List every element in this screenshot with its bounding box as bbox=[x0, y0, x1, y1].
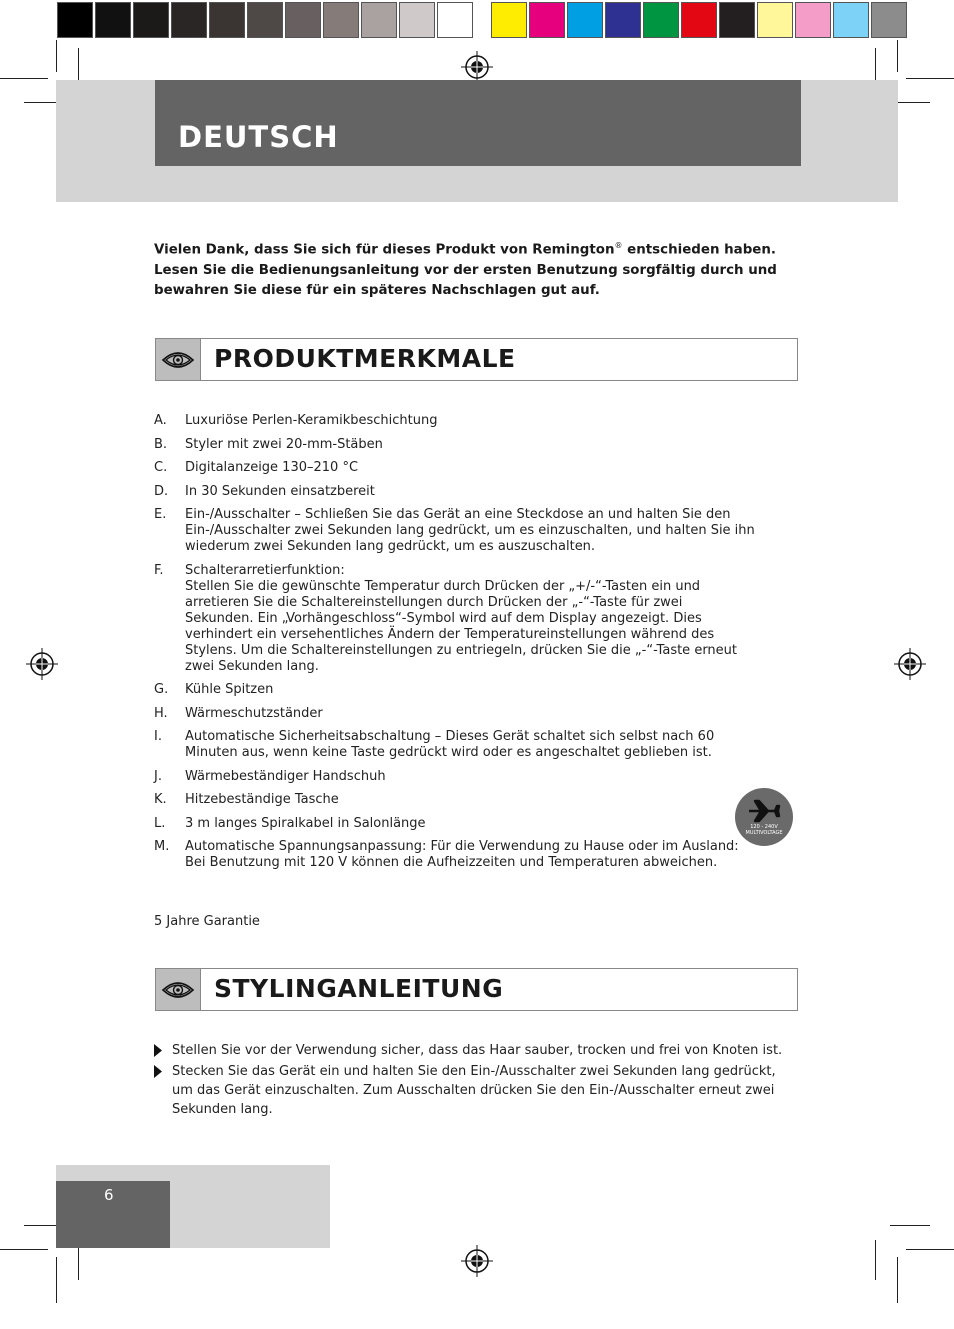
voltage-badge bbox=[735, 788, 793, 846]
feature-item bbox=[154, 839, 784, 871]
feature-letter: H. bbox=[154, 705, 168, 721]
intro-rest: Lesen Sie die Bedienungsanleitung vor der ersten Benutzung sorgfältig durch und bewahren Sie diese für ein späteres Nachschlagen gut auf. bbox=[154, 262, 777, 299]
language-title: DEUTSCH bbox=[178, 120, 339, 154]
gray-swatch bbox=[323, 2, 359, 38]
eye-icon bbox=[156, 969, 201, 1010]
feature-letter: F. bbox=[154, 562, 164, 578]
gray-swatch bbox=[285, 2, 321, 38]
styling-step bbox=[154, 1062, 784, 1119]
section-header-features bbox=[155, 338, 798, 381]
section-title-styling: STYLINGANLEITUNG bbox=[214, 974, 504, 1003]
feature-letter: C. bbox=[154, 460, 168, 475]
feature-text: Wärmeschutzständer bbox=[185, 705, 323, 721]
feature-letter: M. bbox=[154, 839, 170, 854]
process-color-swatch bbox=[757, 2, 793, 38]
triangle-bullet-icon bbox=[154, 1041, 172, 1060]
process-color-swatch bbox=[643, 2, 679, 38]
intro-line1: Vielen Dank, dass Sie sich für dieses Produkt von Remington bbox=[154, 242, 615, 258]
feature-item bbox=[154, 792, 784, 808]
process-color-swatch bbox=[529, 2, 565, 38]
styling-step-text: Stellen Sie vor der Verwendung sicher, dass das Haar sauber, trocken und frei von Knoten ist. bbox=[172, 1043, 783, 1058]
voltage-badge-label: MULTIVOLTAGE bbox=[745, 830, 783, 836]
gray-swatch bbox=[399, 2, 435, 38]
feature-text: Hitzebeständige Tasche bbox=[185, 792, 339, 807]
feature-letter: B. bbox=[154, 436, 168, 452]
color-calibration-bar bbox=[56, 0, 908, 40]
feature-text: Styler mit zwei 20-mm-Stäben bbox=[185, 436, 383, 452]
feature-text: Digitalanzeige 130–210 °C bbox=[185, 460, 359, 475]
section-title-features: PRODUKTMERKMALE bbox=[214, 344, 516, 373]
process-color-swatch bbox=[567, 2, 603, 38]
process-color-swatch bbox=[719, 2, 755, 38]
feature-item bbox=[154, 706, 784, 722]
feature-item bbox=[154, 816, 784, 832]
feature-item bbox=[154, 563, 784, 675]
feature-item bbox=[154, 437, 784, 453]
gray-swatch-group bbox=[56, 0, 474, 40]
feature-letter: E. bbox=[154, 507, 167, 522]
process-color-swatch bbox=[491, 2, 527, 38]
gray-swatch bbox=[209, 2, 245, 38]
feature-letter: A. bbox=[154, 413, 167, 428]
process-color-swatch bbox=[833, 2, 869, 38]
feature-text: Luxuriöse Perlen-Keramikbeschichtung bbox=[185, 413, 438, 428]
intro-paragraph bbox=[154, 236, 794, 302]
gray-swatch bbox=[95, 2, 131, 38]
registration-mark-icon bbox=[26, 648, 58, 680]
feature-letter: L. bbox=[154, 815, 166, 831]
section-header-styling bbox=[155, 968, 798, 1011]
feature-text: Automatische Spannungsanpassung: Für die Verwendung zu Hause oder im Ausland: Bei Benutzung mit 120 V können die Aufheizzeiten und Temperaturen abweichen. bbox=[185, 839, 739, 870]
gray-swatch bbox=[133, 2, 169, 38]
styling-step bbox=[154, 1041, 784, 1060]
page-number: 6 bbox=[104, 1186, 114, 1204]
styling-steps bbox=[154, 1041, 784, 1121]
feature-letter: J. bbox=[154, 768, 162, 784]
registration-mark-icon bbox=[461, 51, 493, 83]
feature-item bbox=[154, 729, 784, 761]
gray-swatch bbox=[247, 2, 283, 38]
process-color-swatch bbox=[795, 2, 831, 38]
triangle-bullet-icon bbox=[154, 1062, 172, 1119]
airplane-icon bbox=[747, 798, 781, 824]
feature-item bbox=[154, 484, 784, 500]
gray-swatch bbox=[57, 2, 93, 38]
gray-swatch bbox=[171, 2, 207, 38]
feature-item bbox=[154, 460, 784, 476]
feature-letter: G. bbox=[154, 682, 169, 697]
feature-text: Wärmebeständiger Handschuh bbox=[185, 768, 386, 784]
feature-text: 3 m langes Spiralkabel in Salonlänge bbox=[185, 815, 426, 831]
process-color-swatch bbox=[681, 2, 717, 38]
feature-text: In 30 Sekunden einsatzbereit bbox=[185, 483, 375, 499]
warranty-note: 5 Jahre Garantie bbox=[154, 914, 260, 929]
intro-line1-end: entschieden haben. bbox=[622, 242, 776, 258]
feature-item bbox=[154, 413, 784, 429]
process-swatch-group bbox=[490, 0, 908, 40]
feature-text: Schalterarretierfunktion: Stellen Sie die gewünschte Temperatur durch Drücken der „+/-“-Tasten ein und arretieren Sie die Schaltereinstellungen durch Drücken der „-“-Taste für zwei Sekunden. Ein „Vorhängeschloss“-Symbol wird auf dem Display angezeigt. Dies verhindert ein versehentliches Ändern der Temperatureinstellungen während des Stylens. Um die Schaltereinstellungen zu entriegeln, drücken Sie die „-“-Taste erneut zwei Sekunden lang. bbox=[185, 562, 738, 674]
feature-text: Automatische Sicherheitsabschaltung – Dieses Gerät schaltet sich selbst nach 60 Minuten aus, wenn keine Taste gedrückt wird oder es angeschaltet geblieben ist. bbox=[185, 729, 715, 760]
gray-swatch bbox=[361, 2, 397, 38]
feature-letter: D. bbox=[154, 483, 169, 499]
feature-text: Ein-/Ausschalter – Schließen Sie das Gerät an eine Steckdose an und halten Sie den Ein-/Ausschalter zwei Sekunden lang gedrückt, um es einzuschalten, und halten Sie ihn wiederum zwei Sekunden lang gedrückt, um es auszuschalten. bbox=[185, 507, 755, 554]
registered-mark: ® bbox=[614, 241, 623, 250]
feature-item bbox=[154, 507, 784, 555]
feature-item bbox=[154, 769, 784, 785]
feature-item bbox=[154, 682, 784, 698]
registration-mark-icon bbox=[894, 648, 926, 680]
feature-list bbox=[154, 413, 784, 879]
process-color-swatch bbox=[871, 2, 907, 38]
feature-text: Kühle Spitzen bbox=[185, 682, 274, 697]
process-color-swatch bbox=[605, 2, 641, 38]
styling-step-text: Stecken Sie das Gerät ein und halten Sie den Ein-/Ausschalter zwei Sekunden lang gedrückt, um das Gerät einzuschalten. Zum Ausschalten drücken Sie den Ein-/Ausschalter erneut zwei Sekunden lang. bbox=[172, 1064, 776, 1117]
registration-mark-icon bbox=[461, 1245, 493, 1277]
eye-icon bbox=[156, 339, 201, 380]
feature-letter: K. bbox=[154, 792, 167, 807]
voltage-badge-range: 120 - 240V bbox=[750, 824, 778, 830]
gray-swatch bbox=[437, 2, 473, 38]
feature-letter: I. bbox=[154, 729, 162, 744]
